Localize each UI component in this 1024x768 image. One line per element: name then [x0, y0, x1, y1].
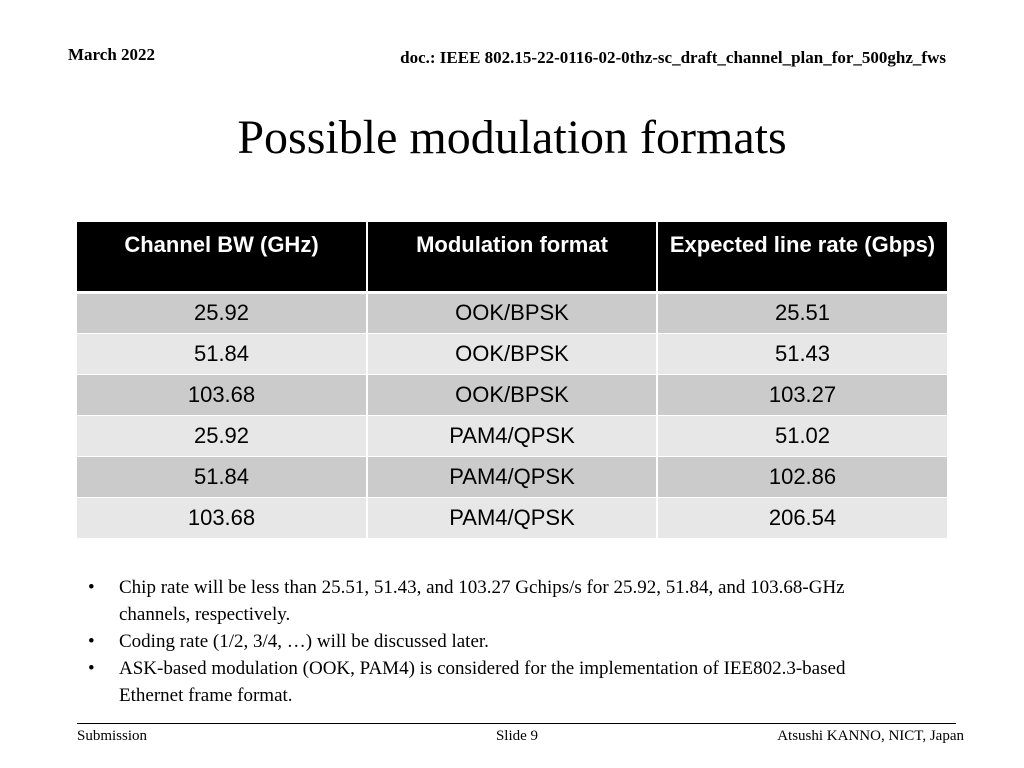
bullet-icon: • — [88, 577, 95, 598]
footer-submission: Submission — [77, 728, 148, 744]
table-cell: 25.92 — [77, 415, 367, 456]
bullet-icon: • — [88, 658, 95, 679]
table-header-cell: Modulation format — [367, 222, 657, 292]
list-item-text: Coding rate (1/2, 3/4, …) will be discussed later. — [119, 631, 489, 652]
table-header-cell: Expected line rate (Gbps) — [657, 222, 947, 292]
table-cell: 103.27 — [657, 374, 947, 415]
table-row — [77, 415, 947, 456]
table-row — [77, 456, 947, 497]
table-cell: PAM4/QPSK — [367, 456, 657, 497]
table-header-cell: Channel BW (GHz) — [77, 222, 367, 292]
table-header-row — [77, 222, 947, 292]
table-cell: 51.43 — [657, 333, 947, 374]
table-row — [77, 292, 947, 333]
list-item — [88, 628, 908, 655]
table-cell: PAM4/QPSK — [367, 497, 657, 538]
slide-title: Possible modulation formats — [237, 111, 787, 164]
footer-author: Atsushi KANNO, NICT, Japan — [777, 728, 964, 744]
table-cell: 25.92 — [77, 292, 367, 333]
modulation-table — [77, 222, 947, 539]
header-date: March 2022 — [68, 45, 156, 64]
footer-slide-number: Slide 9 — [495, 728, 539, 744]
table-cell: 102.86 — [657, 456, 947, 497]
table-cell: 51.84 — [77, 456, 367, 497]
list-item-text: ASK-based modulation (OOK, PAM4) is considered for the implementation of IEE802.3-based Ethernet frame format. — [119, 658, 846, 706]
table-cell: PAM4/QPSK — [367, 415, 657, 456]
table-cell: 103.68 — [77, 374, 367, 415]
table-row — [77, 497, 947, 538]
table-cell: 206.54 — [657, 497, 947, 538]
table-cell: 103.68 — [77, 497, 367, 538]
header-doc-id: doc.: IEEE 802.15-22-0116-02-0thz-sc_draft_channel_plan_for_500ghz_fws — [400, 48, 946, 67]
table-cell: OOK/BPSK — [367, 292, 657, 333]
notes-list — [88, 574, 908, 709]
table-row — [77, 374, 947, 415]
bullet-icon: • — [88, 631, 95, 652]
table-row — [77, 333, 947, 374]
table-cell: OOK/BPSK — [367, 333, 657, 374]
footer-divider — [77, 723, 956, 724]
table-cell: 51.02 — [657, 415, 947, 456]
list-item — [88, 655, 908, 709]
table-cell: OOK/BPSK — [367, 374, 657, 415]
table-cell: 51.84 — [77, 333, 367, 374]
list-item — [88, 574, 908, 628]
list-item-text: Chip rate will be less than 25.51, 51.43, and 103.27 Gchips/s for 25.92, 51.84, and 103.68-GHz channels, respectively. — [119, 577, 845, 625]
table-cell: 25.51 — [657, 292, 947, 333]
